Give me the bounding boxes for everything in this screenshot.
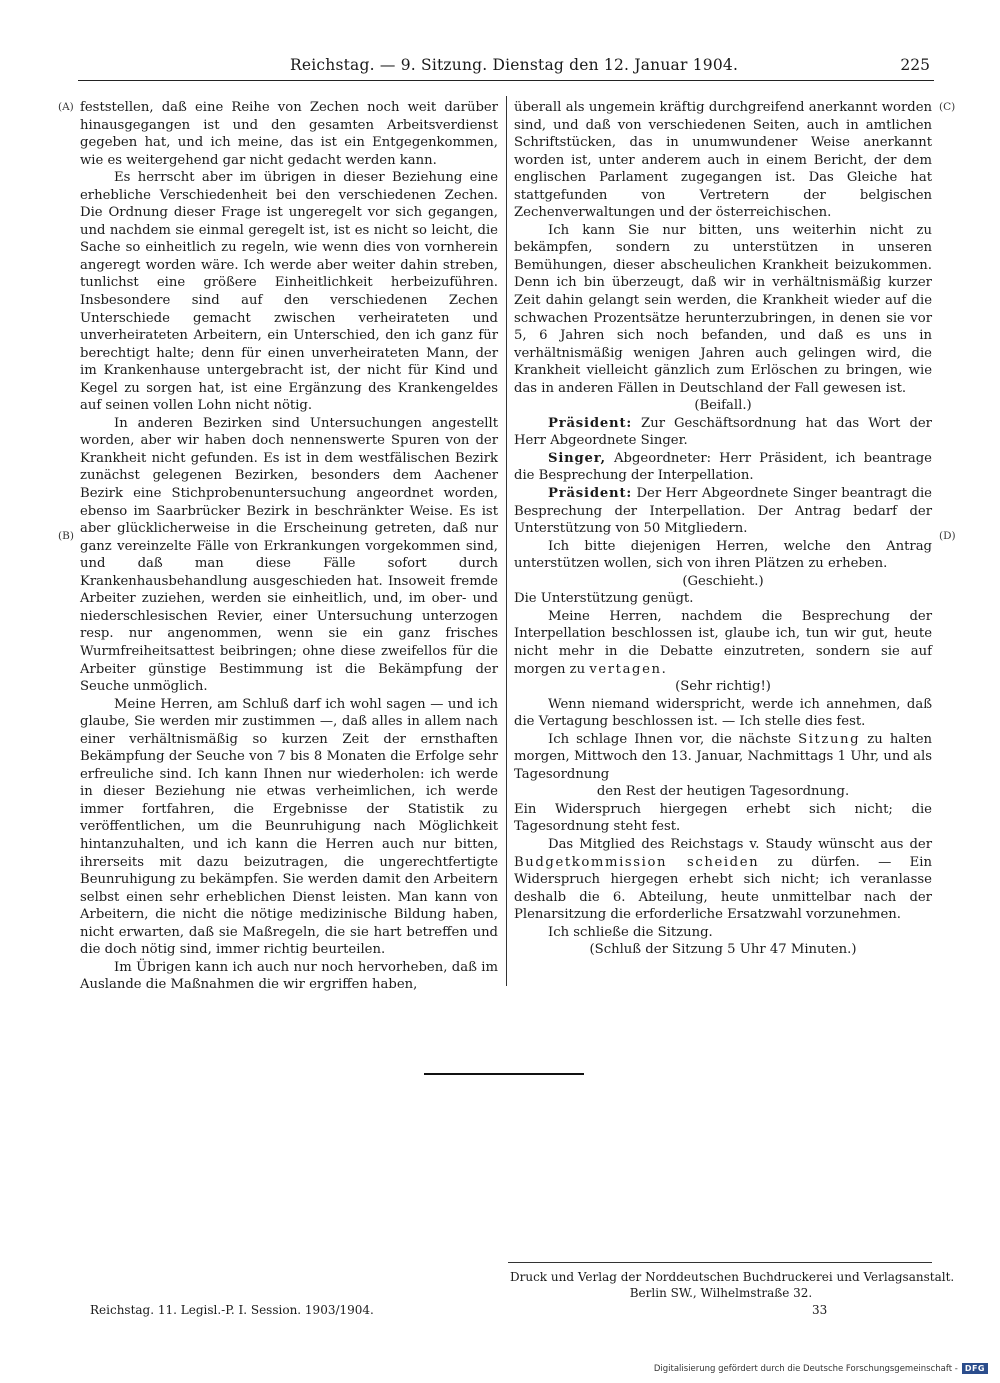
spaced-text: Sitzung: [798, 731, 861, 747]
printer-address: Berlin SW., Wilhelmstraße 32.: [629, 1286, 813, 1300]
page-number: 225: [900, 56, 930, 74]
margin-marker-a: (A): [58, 101, 74, 113]
paragraph: Ich bitte diejenigen Herren, welche den Antrag unterstützen wollen, sich von ihren Plätzen zu erheben.: [514, 538, 932, 572]
end-rule: [424, 1073, 584, 1075]
text-segment: Ich schlage Ihnen vor, die nächste: [548, 731, 791, 747]
interjection: (Beifall.): [694, 398, 752, 414]
paragraph: In anderen Bezirken sind Untersuchungen angestellt worden, aber wir haben doch nennenswerte Spuren von der Krankheit nicht gefunden. Es ist in dem westfälischen Bezirk zunächst gelegenen Bezirken, besonders dem Aachener Bezirk eine Stichprobenuntersuchung angeordnet worden, ebenso im Saarbrücker Bezirk in beschränkter Weise. Es ist aber glücklicherweise in die Erscheinung getreten, daß nur ganz vereinzelte Fälle von Erkrankungen vorgekommen sind, und daß man diese Fälle sofort durch Krankenhausbehandlung ausgeschieden hat. Insoweit fremde Arbeiter zuziehen, werden sie einheitlich, und, im ober- und niederschlesischen Revier, einer Untersuchung unterzogen resp. nur angenommen, wenn sie ein ganz frisches Wurmfreiheitsattest beibringen; ohne diese zweifellos für die Arbeiter günstige Bestimmung ist die Bekämpfung der Seuche unmöglich.: [80, 415, 498, 695]
paragraph: Ein Widerspruch hiergegen erhebt sich nicht; die Tagesordnung steht fest.: [514, 801, 932, 835]
speaker-label: Singer,: [548, 450, 606, 466]
header-rule: [78, 80, 934, 81]
text-segment: Das Mitglied des Reichstags v. Staudy wünscht aus der: [548, 836, 932, 852]
digitization-text: Digitalisierung gefördert durch die Deutsche Forschungsgemeinschaft -: [653, 1363, 958, 1374]
paragraph-next-session: [514, 731, 932, 784]
paragraph: Im Übrigen kann ich auch nur noch hervorheben, daß im Auslande die Maßnahmen die wir ergriffen haben,: [80, 959, 498, 993]
closing-note: (Schluß der Sitzung 5 Uhr 47 Minuten.): [589, 942, 857, 958]
spaced-text: vertagen.: [589, 661, 668, 677]
interjection: (Sehr richtig!): [675, 679, 771, 695]
paragraph-commission: [514, 836, 932, 924]
left-column: [80, 99, 498, 994]
right-column: [514, 99, 932, 959]
sheet-number: 33: [812, 1303, 828, 1317]
paragraph: Ich kann Sie nur bitten, uns weiterhin nicht zu bekämpfen, sondern zu unterstützen in unseren Bemühungen, dieser abscheulichen Krankheit beizukommen. Denn ich bin überzeugt, daß wir in verhältnismäßig kurzer Zeit dahin gelangt sein werden, die Krankheit wieder auf die schwachen Prozentsätze herunterzubringen, in denen sie vor 5, 6 Jahren sich noch befanden, und daß es uns in verhältnismäßig wenigen Jahren auch gelingen wird, die Krankheit vielleicht gänzlich zum Erlöschen zu bringen, wie das in anderen Fällen in Deutschland der Fall gewesen ist.: [514, 222, 932, 396]
spaced-text: Budgetkommission scheiden: [514, 854, 760, 870]
column-divider: [506, 96, 507, 986]
session-footer: Reichstag. 11. Legisl.-P. I. Session. 1903/1904.: [90, 1303, 374, 1317]
text-segment: zu halten morgen, Mittwoch den 13. Januar, Nachmittags 1 Uhr, und als Tagesordnung: [514, 731, 932, 782]
speaker-label: Präsident:: [548, 415, 633, 431]
speech-text: Zur Geschäftsordnung hat das Wort der Herr Abgeordnete Singer.: [514, 415, 932, 449]
margin-marker-c: (C): [939, 101, 956, 113]
printer-line: Druck und Verlag der Norddeutschen Buchdruckerei und Verlagsanstalt.: [510, 1270, 955, 1284]
speech-president-2: [514, 485, 932, 538]
agenda-item: den Rest der heutigen Tagesordnung.: [596, 784, 850, 800]
running-header: [60, 56, 936, 78]
text-segment: Meine Herren, nachdem die Besprechung der Interpellation beschlossen ist, glaube ich, tun wir gut, heute nicht mehr in die Debatte einzutreten, sondern sie auf morgen zu: [514, 608, 932, 677]
speech-text: Der Herr Abgeordnete Singer beantragt die Besprechung der Interpellation. Der Antrag bedarf der Unterstützung von 50 Mitgliedern.: [514, 486, 932, 537]
paragraph: Die Unterstützung genügt.: [514, 591, 694, 607]
paragraph: Ich schließe die Sitzung.: [548, 924, 713, 940]
speech-text: Abgeordneter: Herr Präsident, ich beantrage die Besprechung der Interpellation.: [514, 450, 932, 484]
paragraph: feststellen, daß eine Reihe von Zechen noch weit darüber hinausgegangen ist und den gesamten Arbeitsverdienst gegeben hat, und ich meine, das ist ein Entgegenkommen, wie es weitergehend gar nicht gedacht werden kann.: [80, 100, 498, 168]
speech-singer: [514, 450, 932, 485]
interjection: (Geschieht.): [682, 573, 764, 589]
speech-president-1: [514, 415, 932, 450]
paragraph: überall als ungemein kräftig durchgreifend anerkannt worden sind, und daß von verschiedenen Seiten, auch in amtlichen Schriftstücken, das in unumwundener Weise anerkannt worden ist, unter anderem auch in einem Bericht, der dem englischen Parlament zugegangen ist. Das Gleiche hat stattgefunden von Vertretern der belgischen Zechenverwaltungen und der österreichischen.: [514, 100, 932, 221]
text-segment: zu dürfen. — Ein Widerspruch hiergegen erhebt sich nicht; ich veranlasse deshalb die 6. Abteilung, heute unmittelbar nach der Plenarsitzung die erforderliche Ersatzwahl vorzunehmen.: [514, 854, 932, 923]
speaker-label: Präsident:: [548, 486, 633, 502]
dfg-logo-icon: DFG: [962, 1363, 988, 1374]
margin-marker-b: (B): [58, 530, 74, 542]
paragraph-adjourn: [514, 608, 932, 678]
paragraph: Es herrscht aber im übrigen in dieser Beziehung eine erhebliche Verschiedenheit bei den verschiedenen Zechen. Die Ordnung dieser Frage ist ungeregelt vor sich gegangen, und nachdem sie einmal geregelt ist, ist es nicht so leicht, die Sache so einheitlich zu regeln, wie wenn dies von vornherein angeregt worden wäre. Ich werde aber weiter dahin streben, tunlichst eine größere Einheitlichkeit herbeizuführen. Insbesondere sind auf den verschiedenen Zechen Unterschiede gemacht zwischen verheirateten und unverheirateten Arbeitern, ein Unterschied, den ich ganz für berechtigt halte; denn für einen unverheirateten Mann, der im Krankenhause untergebracht ist, der nicht für Kind und Kegel zu sorgen hat, ist eine Ergänzung des Krankengeldes auf seinen vollen Lohn nicht nötig.: [80, 170, 498, 414]
digitization-note: [654, 1363, 988, 1374]
margin-marker-d: (D): [939, 530, 956, 542]
paragraph: Meine Herren, am Schluß darf ich wohl sagen — und ich glaube, Sie werden mir zustimmen —, daß alles in allem nach einer verhältnismäßig so kurzen Zeit der ernsthaften Bekämpfung der Seuche von 7 bis 8 Monaten die Erfolge sehr erfreuliche sind. Ich kann Ihnen nur wiederholen: ich werde in dieser Beziehung nie etwas verheimlichen, ich werde immer fortfahren, die Ergebnisse der Statistik zu veröffentlichen, um die Beunruhigung nach Möglichkeit hintanzuhalten, und ich kann die Herren auch nur bitten, ihrerseits mit dazu beizutragen, die ungerechtfertigte Beunruhigung zu bekämpfen. Sie werden damit den Arbeitern selbst einen sehr erheblichen Dienst leisten. Man kann von Arbeitern, die nicht die nötige medizinische Bildung haben, nicht erwarten, daß sie Maßregeln, die sie hart betreffen und die doch nötig sind, immer richtig beurteilen.: [80, 696, 498, 958]
paragraph: Wenn niemand widerspricht, werde ich annehmen, daß die Vertagung beschlossen ist. — Ich stelle dies fest.: [514, 696, 932, 730]
footer-rule: [508, 1262, 932, 1263]
running-header-title: Reichstag. — 9. Sitzung. Dienstag den 12. Januar 1904.: [290, 56, 739, 74]
printer-imprint: [510, 1269, 955, 1301]
